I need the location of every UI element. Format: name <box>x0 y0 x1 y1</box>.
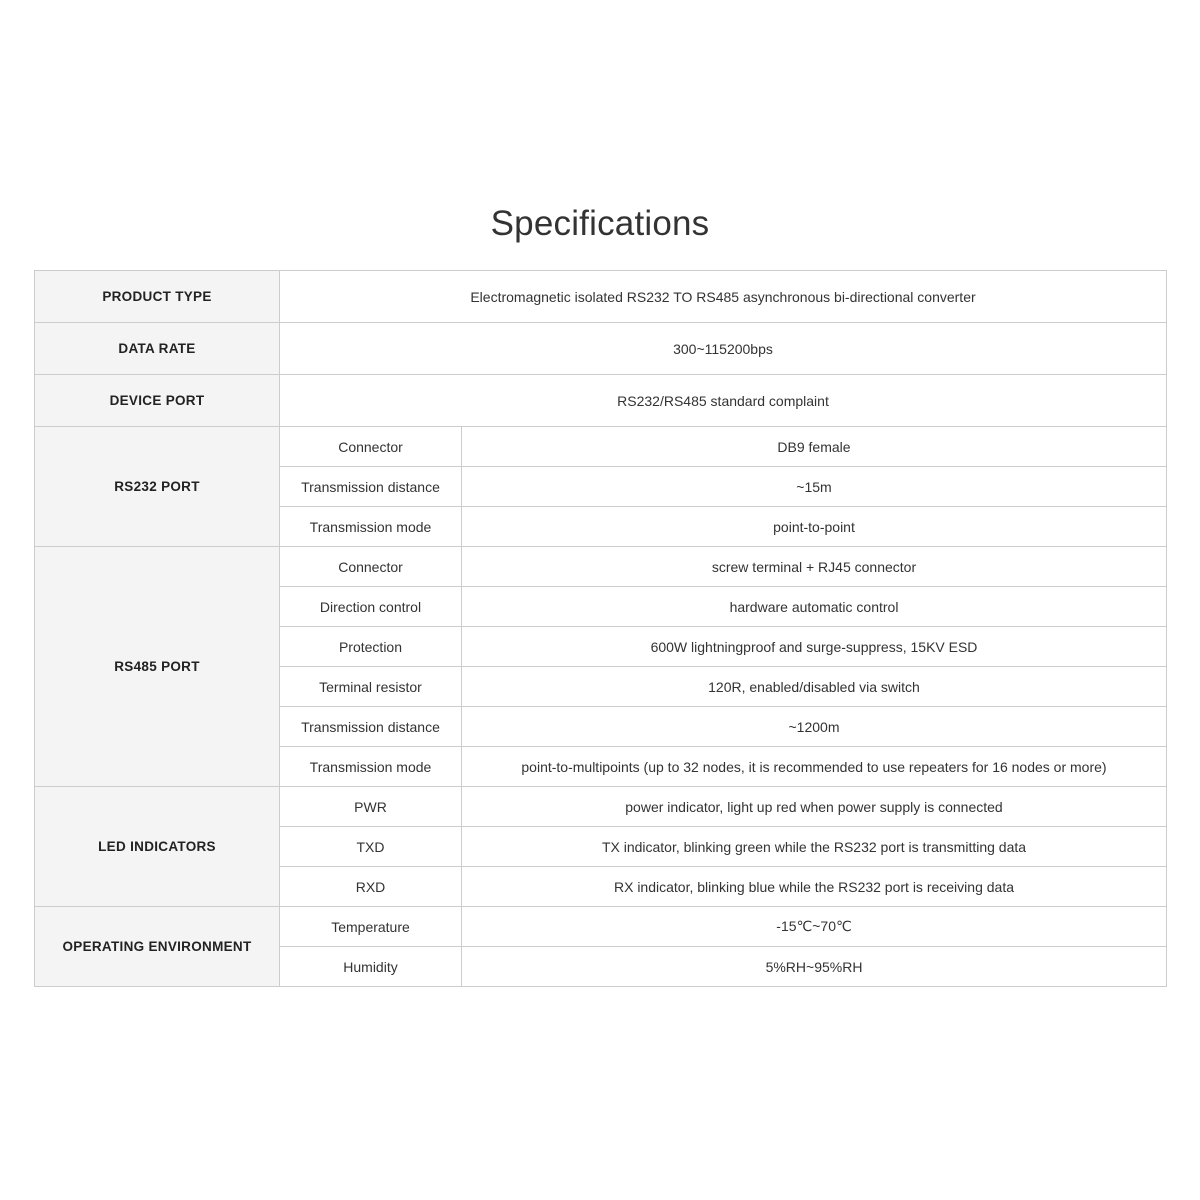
spec-value: 5%RH~95%RH <box>462 947 1167 987</box>
spec-value: RX indicator, blinking blue while the RS232 port is receiving data <box>462 867 1167 907</box>
spec-value: 120R, enabled/disabled via switch <box>462 667 1167 707</box>
category-operating-environment: OPERATING ENVIRONMENT <box>35 907 280 987</box>
spec-name: Terminal resistor <box>280 667 462 707</box>
category-product-type: PRODUCT TYPE <box>35 271 280 323</box>
table-row <box>35 787 1167 827</box>
spec-name: Direction control <box>280 587 462 627</box>
value-data-rate: 300~115200bps <box>280 323 1167 375</box>
category-led-indicators: LED INDICATORS <box>35 787 280 907</box>
table-row <box>35 375 1167 427</box>
spec-value: ~15m <box>462 467 1167 507</box>
spec-name: TXD <box>280 827 462 867</box>
spec-name: RXD <box>280 867 462 907</box>
spec-name: Connector <box>280 427 462 467</box>
spec-name: Humidity <box>280 947 462 987</box>
spec-name: Transmission mode <box>280 747 462 787</box>
value-product-type: Electromagnetic isolated RS232 TO RS485 asynchronous bi-directional converter <box>280 271 1167 323</box>
spec-value: TX indicator, blinking green while the RS232 port is transmitting data <box>462 827 1167 867</box>
spec-value: -15℃~70℃ <box>462 907 1167 947</box>
category-rs232-port: RS232 PORT <box>35 427 280 547</box>
spec-name: Transmission distance <box>280 707 462 747</box>
spec-value: power indicator, light up red when power supply is connected <box>462 787 1167 827</box>
spec-value: DB9 female <box>462 427 1167 467</box>
spec-name: Temperature <box>280 907 462 947</box>
category-device-port: DEVICE PORT <box>35 375 280 427</box>
table-row <box>35 907 1167 947</box>
table-row <box>35 547 1167 587</box>
spec-value: 600W lightningproof and surge-suppress, 15KV ESD <box>462 627 1167 667</box>
spec-value: ~1200m <box>462 707 1167 747</box>
category-rs485-port: RS485 PORT <box>35 547 280 787</box>
category-data-rate: DATA RATE <box>35 323 280 375</box>
table-row <box>35 271 1167 323</box>
spec-value: point-to-multipoints (up to 32 nodes, it is recommended to use repeaters for 16 nodes or more) <box>462 747 1167 787</box>
spec-value: hardware automatic control <box>462 587 1167 627</box>
value-device-port: RS232/RS485 standard complaint <box>280 375 1167 427</box>
table-row <box>35 427 1167 467</box>
table-row <box>35 323 1167 375</box>
specifications-table <box>34 270 1167 987</box>
spec-name: Connector <box>280 547 462 587</box>
spec-value: point-to-point <box>462 507 1167 547</box>
spec-name: Transmission mode <box>280 507 462 547</box>
spec-name: Transmission distance <box>280 467 462 507</box>
spec-name: Protection <box>280 627 462 667</box>
page-title: Specifications <box>490 204 710 243</box>
spec-name: PWR <box>280 787 462 827</box>
spec-value: screw terminal + RJ45 connector <box>462 547 1167 587</box>
